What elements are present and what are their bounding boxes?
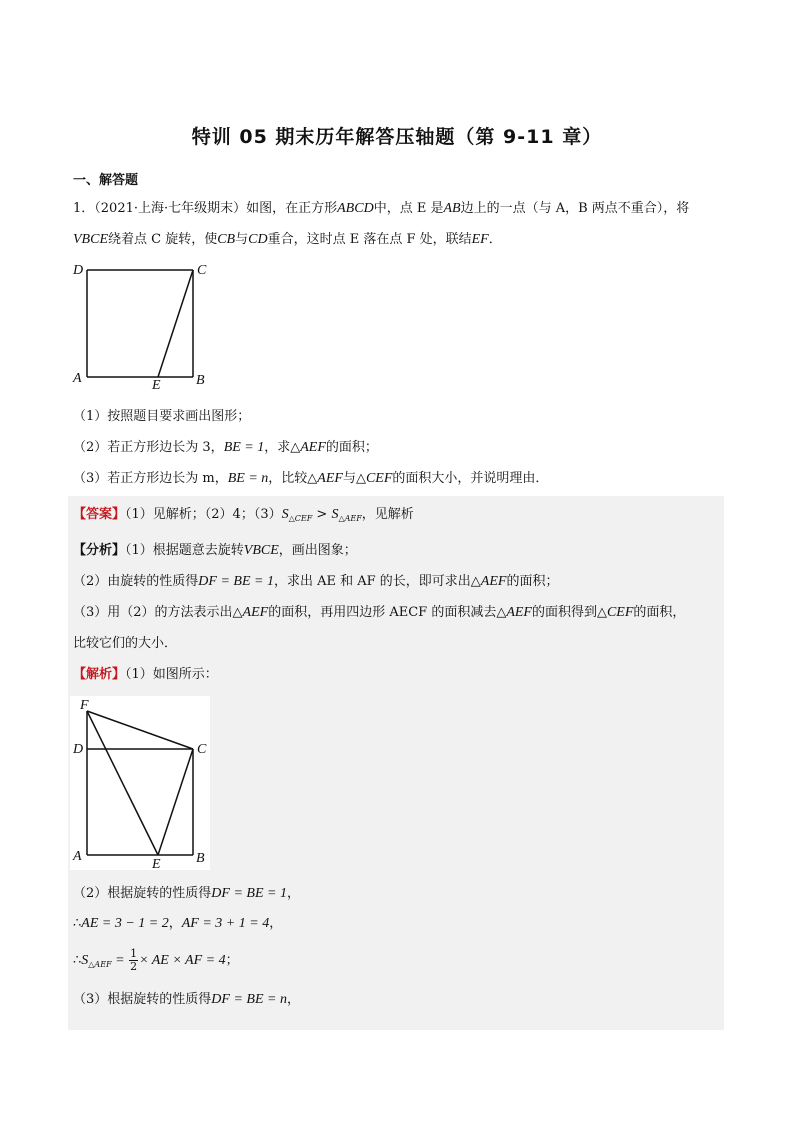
analysis-text: ，画出图象；: [278, 543, 357, 558]
analysis-text: （2）由旋转的性质得: [73, 574, 199, 589]
question-3: [73, 469, 548, 489]
problem-text: 中，点 E 是: [373, 201, 444, 216]
math-sub: △AEF: [88, 960, 112, 969]
fig2-label-d: D: [73, 742, 84, 757]
problem-text: 绕着点 C 旋转，使: [108, 232, 218, 247]
problem-line-2: [73, 230, 502, 250]
question-text: 的面积；: [325, 440, 378, 455]
analysis-text: 的面积得到△: [531, 605, 607, 620]
math-df-be-n: DF = BE = n: [211, 992, 287, 1007]
analysis-text: （1）根据题意去旋转: [125, 543, 244, 558]
math-aef: AEF: [317, 471, 343, 486]
solution-text: （1）如图所示：: [125, 667, 218, 682]
math-cb: CB: [217, 232, 236, 247]
analysis-text: 的面积；: [506, 574, 559, 589]
solution-text: ；: [225, 953, 239, 968]
fraction-numerator: 1: [130, 947, 138, 960]
solution-line-4: [73, 944, 239, 982]
analysis-text: ，求出 AE 和 AF 的长，即可求出△: [273, 574, 481, 589]
solution-tag: 【解析】: [73, 667, 126, 682]
math-aef: AEF: [506, 605, 532, 620]
math-cef: CEF: [606, 605, 634, 620]
math-df-be: DF = BE = 1: [211, 886, 287, 901]
solution-text: ，: [168, 916, 182, 931]
solution-text: （3）根据旋转的性质得: [73, 992, 212, 1007]
math-s: S: [81, 953, 89, 968]
math-be-n: BE = n: [227, 471, 269, 486]
math-be-1: BE = 1: [223, 440, 265, 455]
answer-text: ，见解析: [361, 507, 414, 522]
solution-line-3: [73, 914, 282, 934]
answer-tag: 【答案】: [73, 507, 126, 522]
solution-text: （2）根据旋转的性质得: [73, 886, 212, 901]
figure-2: [70, 696, 210, 870]
math-s: S: [281, 507, 289, 522]
math-op: =: [111, 953, 129, 968]
question-text: 的面积大小，并说明理由．: [392, 471, 549, 486]
fig1-label-d: D: [73, 263, 84, 278]
math-cef: CEF: [365, 471, 393, 486]
analysis-text: 的面积，再用四边形 AECF 的面积减去△: [268, 605, 507, 620]
fig2-label-f: F: [80, 698, 89, 713]
problem-line-1: [73, 199, 689, 219]
math-df-be: DF = BE = 1: [198, 574, 274, 589]
fig1-label-b: B: [196, 373, 205, 388]
question-text: 与△: [342, 471, 366, 486]
figure-1: [70, 258, 220, 390]
question-text: （3）若正方形边长为 m，: [73, 471, 228, 486]
math-triangle-bce: VBCE: [73, 232, 108, 247]
therefore-symbol: ∴: [73, 953, 82, 968]
solution-text: ，: [286, 886, 300, 901]
fig2-label-c: C: [197, 742, 207, 757]
solution-line-2: [73, 884, 300, 904]
math-sub: △AEF: [338, 514, 362, 523]
answer-text: （1）见解析；（2）4；（3）: [125, 507, 282, 522]
fig2-label-a: A: [73, 849, 82, 864]
problem-text: 边上的一点（与 A，B 两点不重合），将: [460, 201, 690, 216]
solution-line-1: [73, 665, 218, 685]
solution-line-5: [73, 990, 300, 1010]
math-aef: AEF: [300, 440, 326, 455]
analysis-text: 的面积，: [633, 605, 686, 620]
fraction-denominator: 2: [130, 960, 138, 973]
question-text: ，比较△: [268, 471, 318, 486]
analysis-line-2: [73, 572, 558, 592]
fig1-label-a: A: [73, 371, 82, 386]
math-cd: CD: [248, 232, 268, 247]
math-ab: AB: [443, 201, 461, 216]
solution-text: ，: [269, 916, 283, 931]
fig1-label-e: E: [152, 378, 161, 390]
math-ef: EF: [471, 232, 489, 247]
page-title: 特训 05 期末历年解答压轴题（第 9-11 章）: [191, 126, 603, 148]
solution-text: ，: [286, 992, 300, 1007]
analysis-line-4: 比较它们的大小．: [73, 636, 178, 651]
fig1-label-c: C: [197, 263, 207, 278]
math-op: >: [312, 507, 332, 522]
problem-text: ．: [488, 232, 502, 247]
question-text: （2）若正方形边长为 3，: [73, 440, 224, 455]
section-heading: 一、解答题: [73, 173, 139, 188]
analysis-line-3: [73, 603, 685, 623]
math-aef: AEF: [242, 605, 269, 620]
math-af: AF = 3 + 1 = 4: [181, 916, 270, 931]
math-product: × AE × AF = 4: [139, 953, 226, 968]
math-s: S: [331, 507, 339, 522]
problem-text: 1．（2021·上海·七年级期末）如图，在正方形: [73, 201, 338, 216]
analysis-text: （3）用（2）的方法表示出△: [73, 605, 243, 620]
math-aef: AEF: [480, 574, 507, 589]
problem-text: 与: [235, 232, 249, 247]
math-sub: △CEF: [288, 514, 313, 523]
fraction-half: [129, 948, 138, 973]
question-2: [73, 438, 378, 458]
fig2-label-b: B: [196, 851, 205, 866]
question-text: ，求△: [264, 440, 301, 455]
analysis-tag: 【分析】: [73, 543, 126, 558]
therefore-symbol: ∴: [73, 916, 82, 931]
analysis-line-1: [73, 541, 357, 561]
math-ae: AE = 3 − 1 = 2: [81, 916, 169, 931]
problem-text: 重合，这时点 E 落在点 F 处，联结: [267, 232, 472, 247]
question-1: （1）按照题目要求画出图形；: [73, 409, 251, 424]
fig2-label-e: E: [152, 857, 161, 870]
math-abcd: ABCD: [337, 201, 374, 216]
answer-line: [73, 505, 414, 529]
math-triangle-bce: VBCE: [243, 543, 279, 558]
